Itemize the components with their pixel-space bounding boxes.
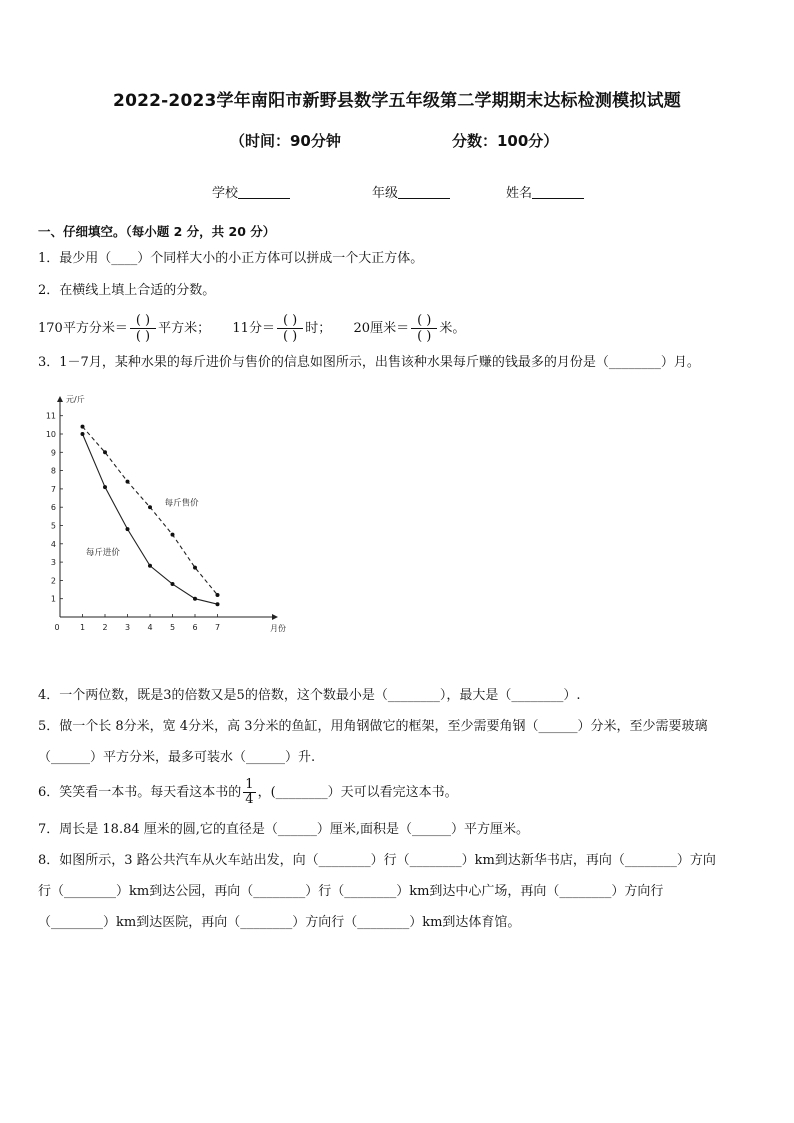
question-1: 1．最少用（____）个同样大小的小正方体可以拼成一个大正方体。 xyxy=(38,251,424,266)
q2-a-prefix: 170平方分米＝ xyxy=(38,321,128,336)
q2-b-prefix: 11分＝ xyxy=(232,321,275,336)
price-chart xyxy=(40,388,300,644)
y-tick-label: 3 xyxy=(50,558,56,568)
section-heading: 一、仔细填空。（每小题 2 分，共 20 分） xyxy=(38,224,276,239)
q6-fraction: $\frac{1}{4}$ xyxy=(245,777,254,807)
x-tick-label: 7 xyxy=(214,623,221,632)
y-axis-label: 元/斤 xyxy=(66,395,85,404)
q2-b-suffix: 时； xyxy=(305,321,332,336)
y-tick-label: 7 xyxy=(50,484,56,494)
exam-score: 分数：100分） xyxy=(452,132,559,150)
series-2-point xyxy=(171,582,175,586)
series-1-point xyxy=(103,450,107,454)
series-line-1 xyxy=(83,427,218,595)
series-1-point xyxy=(216,593,220,597)
question-4: 4．一个两位数，既是3的倍数又是5的倍数，这个数最小是（________），最大是（________）. xyxy=(38,688,581,703)
y-tick-label: 5 xyxy=(50,521,56,531)
y-tick-label: 10 xyxy=(45,430,56,439)
y-tick-label: 6 xyxy=(50,503,56,513)
y-axis-arrow xyxy=(57,396,63,402)
q2-a-fraction[interactable]: $\frac{( )}{( )}$ xyxy=(130,313,156,344)
grade-label: 年级 xyxy=(372,186,399,201)
series-2-point xyxy=(216,602,220,606)
y-tick-label: 11 xyxy=(45,411,56,421)
question-5-line-1: 5．做一个长 8分米，宽 4分米，高 3分米的鱼缸，用角钢做它的框架，至少需要角钢（______）分米，至少需要玻璃 xyxy=(38,719,708,734)
question-6 xyxy=(38,774,458,812)
series-1-point xyxy=(81,425,85,429)
series-2-point xyxy=(193,597,197,601)
y-tick-label: 8 xyxy=(50,466,56,476)
y-tick-label: 4 xyxy=(50,539,56,549)
exam-meta xyxy=(0,130,794,152)
q6-prefix: 6．笑笑看一本书。每天看这本书的 xyxy=(38,785,242,800)
student-info xyxy=(0,182,794,202)
y-tick-label: 9 xyxy=(50,448,56,458)
question-7: 7．周长是 18.84 厘米的圆,它的直径是（______）厘米,面积是（______）平方厘米。 xyxy=(38,822,530,837)
grade-field[interactable] xyxy=(372,182,450,201)
x-tick-label: 4 xyxy=(147,623,153,632)
x-tick-label: 0 xyxy=(54,623,60,632)
y-tick-label: 2 xyxy=(50,576,56,586)
series-2-point xyxy=(126,527,130,531)
series-2-point xyxy=(81,432,85,436)
x-axis-arrow xyxy=(272,614,278,620)
series-1-point xyxy=(148,505,152,509)
question-2-intro: 2．在横线上填上合适的分数。 xyxy=(38,283,216,298)
question-8-line-1: 8．如图所示，3 路公共汽车从火车站出发，向（________）行（________）km到达新华书店，再向（________）方向 xyxy=(38,853,716,868)
question-5-line-2: （______）平方分米，最多可装水（______）升. xyxy=(38,750,316,765)
page-title: 2022-2023学年南阳市新野县数学五年级第二学期期末达标检测模拟试题 xyxy=(113,91,681,111)
x-axis-label: 月份 xyxy=(270,624,286,633)
series-1-point xyxy=(126,480,130,484)
q6-suffix: ，(________）天可以看完这本书。 xyxy=(257,785,458,800)
school-field[interactable] xyxy=(212,182,290,201)
series-1-point xyxy=(171,533,175,537)
name-field[interactable] xyxy=(506,182,584,201)
x-tick-label: 5 xyxy=(169,623,176,632)
question-3: 3．1－7月，某种水果的每斤进价与售价的信息如图所示，出售该种水果每斤赚的钱最多的月份是（________）月。 xyxy=(38,355,700,370)
q2-a-suffix: 平方米； xyxy=(158,321,211,336)
q2-c-fraction[interactable]: $\frac{( )}{( )}$ xyxy=(411,313,437,344)
x-tick-label: 6 xyxy=(192,623,198,632)
series-line-2 xyxy=(83,434,218,604)
school-label: 学校 xyxy=(212,186,239,201)
question-8-line-3: （________）km到达医院，再向（________）方向行（________）km到达体育馆。 xyxy=(38,915,521,930)
x-tick-label: 3 xyxy=(124,623,131,632)
series-1-point xyxy=(193,566,197,570)
question-8-line-2: 行（________）km到达公园，再向（________）行（________）km到达中心广场，再向（________）方向行 xyxy=(38,884,664,899)
y-tick-label: 1 xyxy=(50,594,56,604)
x-tick-label: 2 xyxy=(102,623,108,632)
series-2-point xyxy=(103,485,107,489)
series-label-2: 每斤进价 xyxy=(85,547,120,558)
exam-time: （时间：90分钟 xyxy=(230,132,341,150)
q2-c-suffix: 米。 xyxy=(439,321,466,336)
question-2-fractions xyxy=(38,313,465,345)
series-label-1: 每斤售价 xyxy=(164,498,199,509)
name-label: 姓名 xyxy=(506,186,533,201)
q2-c-prefix: 20厘米＝ xyxy=(353,321,410,336)
series-2-point xyxy=(148,564,152,568)
x-tick-label: 1 xyxy=(79,623,86,632)
q2-b-fraction[interactable]: $\frac{( )}{( )}$ xyxy=(277,313,303,344)
